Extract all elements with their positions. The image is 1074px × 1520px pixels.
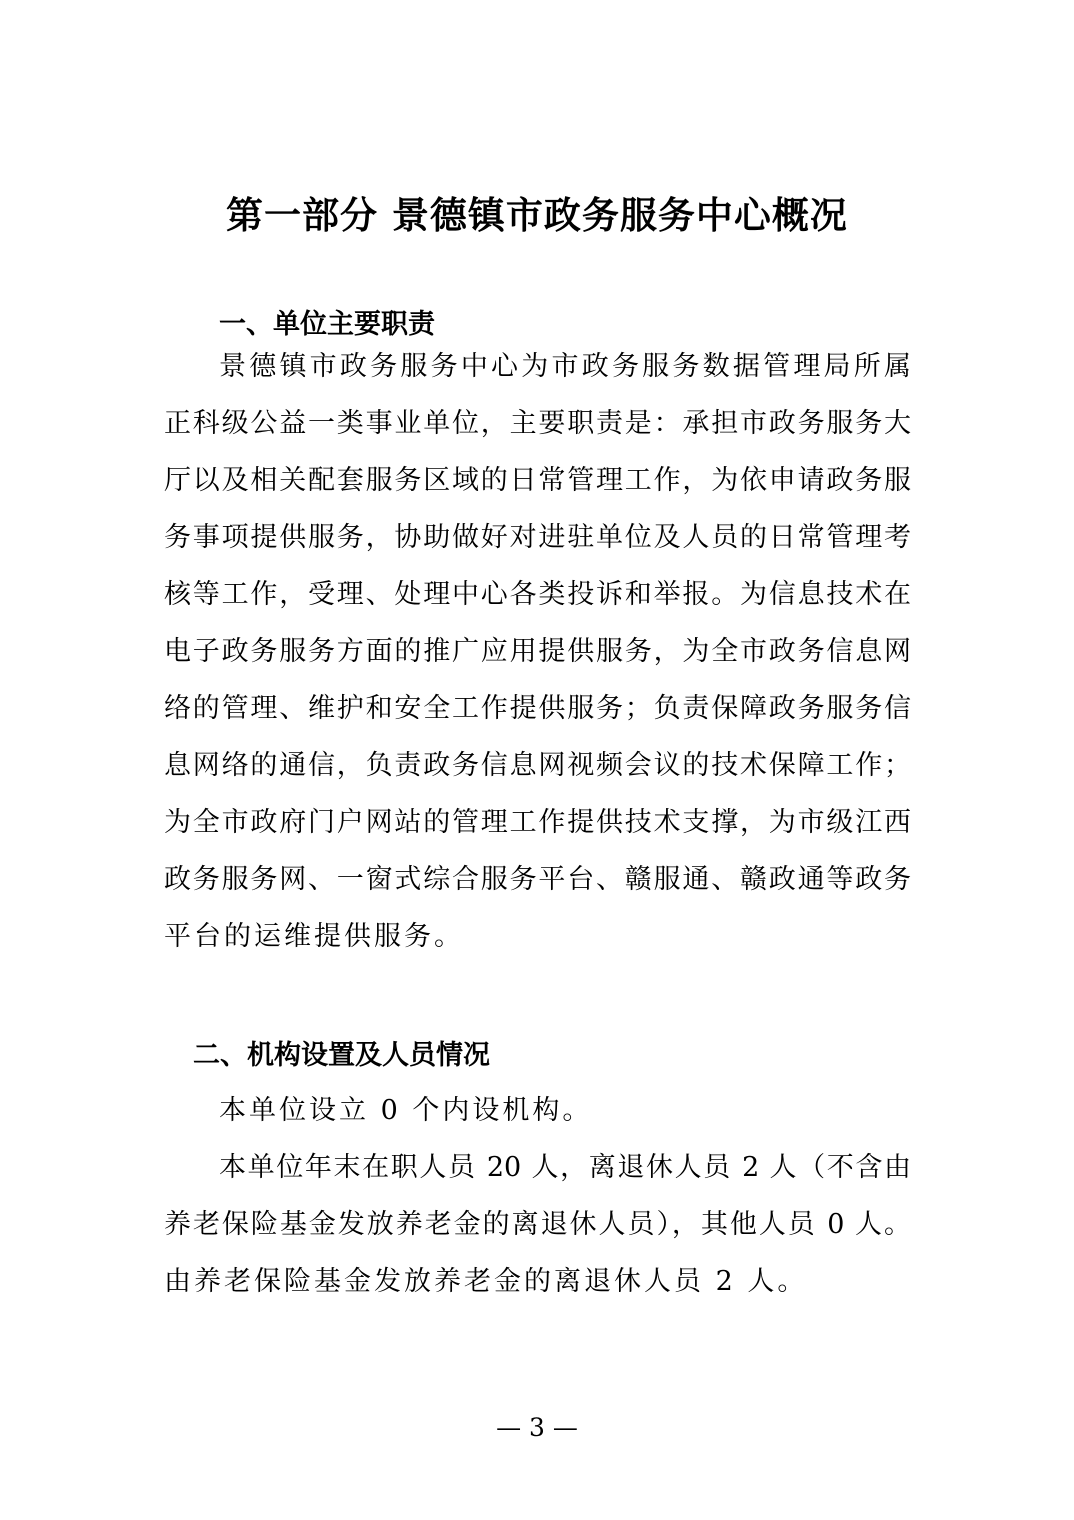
duties-paragraph-line: 政务服务网、一窗式综合服务平台、赣服通、赣政通等政务 [164, 864, 911, 895]
page-title: 第一部分 景德镇市政务服务中心概况 [226, 194, 848, 237]
staff-paragraph-line: 养老保险基金发放养老金的离退休人员），其他人员 0 人。 [164, 1209, 911, 1240]
duties-paragraph-line: 务事项提供服务，协助做好对进驻单位及人员的日常管理考 [164, 522, 911, 553]
duties-paragraph-line: 为全市政府门户网站的管理工作提供技术支撑，为市级江西 [164, 807, 911, 838]
duties-paragraph-line: 景德镇市政务服务中心为市政务服务数据管理局所属 [219, 351, 911, 382]
section-heading-organization: 二、机构设置及人员情况 [193, 1040, 490, 1071]
duties-paragraph-line: 电子政务服务方面的推广应用提供服务，为全市政务信息网 [164, 636, 911, 667]
duties-paragraph-line: 络的管理、维护和安全工作提供服务；负责保障政务服务信 [164, 693, 911, 724]
staff-paragraph-line: 由养老保险基金发放养老金的离退休人员 2 人。 [164, 1266, 808, 1297]
section-heading-duties: 一、单位主要职责 [219, 309, 435, 340]
duties-paragraph-line: 核等工作，受理、处理中心各类投诉和举报。为信息技术在 [164, 579, 911, 610]
duties-paragraph-line: 正科级公益一类事业单位，主要职责是：承担市政务服务大 [164, 408, 911, 439]
page-number: — 3 — [496, 1413, 578, 1442]
duties-paragraph-line: 息网络的通信，负责政务信息网视频会议的技术保障工作； [164, 750, 911, 781]
duties-paragraph-line: 厅以及相关配套服务区域的日常管理工作，为依申请政务服 [164, 465, 911, 496]
organization-paragraph: 本单位设立 0 个内设机构。 [219, 1095, 593, 1126]
staff-paragraph-line: 本单位年末在职人员 20 人，离退休人员 2 人（不含由 [219, 1152, 911, 1183]
duties-paragraph-line: 平台的运维提供服务。 [164, 921, 464, 952]
